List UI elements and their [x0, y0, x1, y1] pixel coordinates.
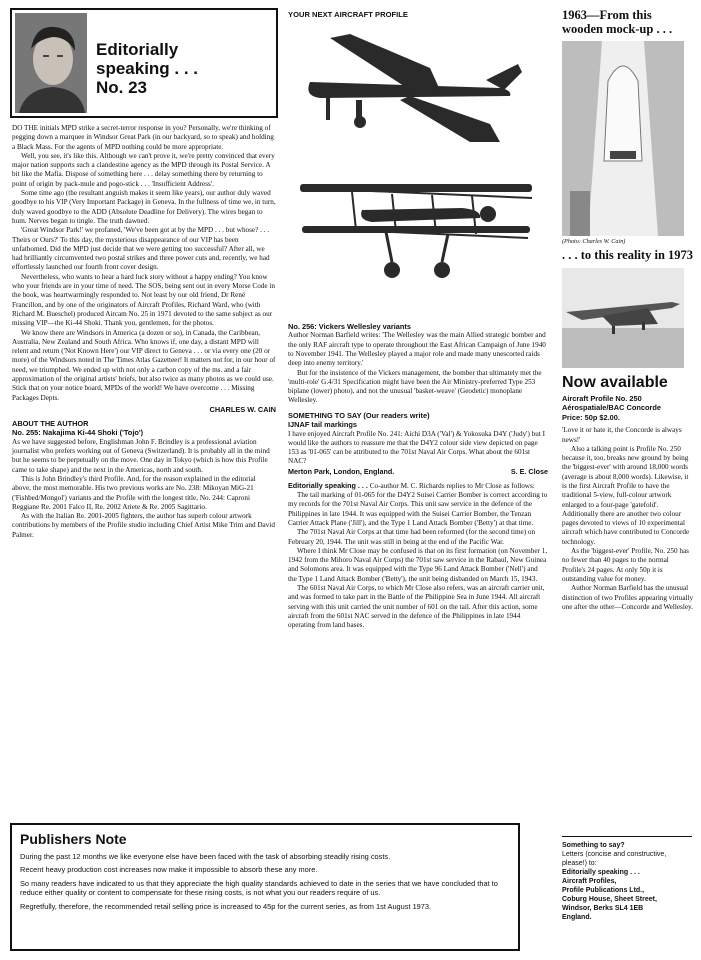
publishers-note-title: Publishers Note: [20, 831, 127, 847]
editorial-paragraph: Some time ago (the resultant anguish makes it seem like years), our author duly waved goodbye to his VIP (Very Important Package) in Geneva. In the fullness of time we, in turn, duly waved goodbye to the ADD (Absolute Deadline for Delivery). The wires began to hum. Nerves began to tingle. The truth dawned.: [12, 189, 276, 225]
reply-paragraph: The 701st Naval Air Corps at that time had been reformed (for the second time) on February 20, 1944. The unit was still in being at the end of the Pacific War.: [288, 528, 536, 546]
concorde-photo: [562, 268, 684, 368]
reply-intro: Co-author M. C. Richards replies to Mr Close as follows:: [367, 481, 535, 490]
publishers-note-paragraph: During the past 12 months we like everyone else have been faced with the task of absorbing steadily rising costs.: [20, 852, 391, 861]
about-paragraph: This is John Brindley's third Profile. And, for the reason explained in the editorial above, the most memorable. His two previous works are No. 238: Mikoyan MiG-21 ('Fishbed/Mongol') variants and the Profile with the longest title, No. 244: Caproni Reggiane Re. 2001 Falco II, Re. 2002 Ariete & Re. 2005 Sagittario.: [12, 474, 256, 511]
about-paragraph: As we have suggested before, Englishman John F. Brindley is a professional aviation journalist who prefers working out of Geneva (Switzerland). It is probably all in the mind but he seems to be perpetually on the move. One day in Tokyo (which is how this Profile came to take shape) and the next in the Americas, north and south.: [12, 437, 270, 474]
concorde-paragraph: As the 'biggest-ever' Profile, No. 250 has no fewer than 40 pages to the normal Profile's 24 pages. At only 50p it is outstanding value for money.: [562, 547, 689, 583]
reply-lead: Editorially speaking . . .: [288, 480, 368, 490]
contact-text: Letters (concise and constructive, please!) to:: [562, 851, 667, 867]
concorde-price: Price: 50p $2.00.: [562, 412, 620, 422]
publishers-note-paragraph: Recent heavy production cost increases now make it impossible to absorb these any more.: [20, 865, 318, 875]
wellesley-photo: [290, 24, 540, 164]
photo-credit: (Photo: Charles W. Cain): [562, 238, 626, 245]
right-column: [562, 8, 694, 612]
author-portrait: [15, 13, 87, 113]
readers-subheading: IJNAF tail markings: [288, 420, 357, 430]
concorde-paragraph: Author Norman Barfield has the unusual distinction of two Profiles appearing virtually one after the other—Concorde and Wellesley.: [562, 584, 694, 611]
readers-heading: SOMETHING TO SAY (Our readers write): [288, 410, 430, 420]
editorial-title: Editorially: [96, 40, 179, 59]
reader-name: S. E. Close: [510, 466, 548, 476]
contact-address-line: Editorially speaking . . .: [562, 869, 640, 876]
middle-body: [288, 322, 548, 631]
contact-address-line: England.: [562, 914, 592, 921]
concorde-profile-number: Aircraft Profile No. 250: [562, 394, 642, 403]
next-profile-heading: YOUR NEXT AIRCRAFT PROFILE: [288, 10, 408, 19]
reply-paragraph: The 601st Naval Air Corps, to which Mr Close also refers, was an aircraft carrier unit, and was formed to take part in the Battle of the Philippine Sea in June 1944. All aircraft serving with this unit carried the unit number of 601 on the tail. After this action, some aircraft from the 601st NAC served in the defence of the Philippines in late 1944 operating from land bases.: [288, 584, 545, 630]
biplane-photo: [292, 170, 542, 300]
next-profile-subheading: No. 256: Vickers Wellesley variants: [288, 322, 411, 331]
contact-address-line: Aircraft Profiles,: [562, 878, 617, 885]
reader-location: Merton Park, London, England.: [288, 466, 395, 476]
editorial-paragraph: 'Great Windsor Park!' we profaned, 'We've been got at by the MPD . . . but whose? . . . Theirs or Ours?' To this day, the mysterious disappearance of our VIP has been unfathomed. Did the MPD just decide that we were getting too successful? After all, we had brilliantly circumvented two postal strikes and three power cuts and, recently, we had effortlessly launched our fourth front cover design.: [12, 226, 270, 272]
editorial-header-box: Editorially speaking . . . No. 23: [10, 8, 278, 118]
contact-block: [562, 836, 692, 922]
about-paragraph: As with the Italian Re. 2001-2005 fighters, the author has superb colour artwork contributions by members of the Profile studio including Chief Artist Mike Trim and David Palmer.: [12, 512, 275, 539]
reply-paragraph: Where I think Mr Close may be confused is that on its first formation (on November 1, 1942 from the Mihoro Naval Air Corps) the 701st saw service in the Rabaul, New Guinea and Solomons area. It was equipped with the Type 96 Land Attack Bomber ('Nell') and the Type 1 Land Attack Bomber ('Betty'), the unit being disbanded on March 15, 1943.: [288, 546, 548, 583]
contact-heading: Something to say?: [562, 842, 625, 849]
publishers-note-box: [10, 823, 520, 951]
reality-headline: . . . to this reality in 1973: [562, 248, 694, 262]
mockup-photo: [562, 41, 684, 236]
contact-address-line: Coburg House, Sheet Street,: [562, 896, 657, 903]
editorial-paragraph: Well, you see, it's like this. Although we can't prove it, we're pretty convinced that every major nation supports such a clandestine agency as the MPD through its Postal Service. A bit like the Mafia. Dispose of something here . . . delay something there by returning to point of origin by pack-mule and pogo-stick . . . 'Insufficient Address'.: [12, 151, 275, 188]
editorial-paragraph: We know there are Windsors in America (a dozen or so), in Canada, the Caribbean, Australia, New Zealand and South Africa. Who knows if, one day, a distant MPD will relent and return ('Not Known Here') our VIP direct to Geneva . . . or via every one (20 or more) of the Windsors noted in The Times Atlas Gazetteer! It matters not for, in our hour of need, we triumphed. We ended up with not only a carbon copy of the ms. and a fair approximation of the original artists' briefs, but also twice as many photos as we could use. Stick that on your notice board, MPDs of the world! We have overcome . . . Missing Packages Depts.: [12, 328, 276, 402]
next-profile-paragraph: Author Norman Barfield writes: 'The Wellesley was the main Allied strategic bomber and the only RAF aircraft type to operate throughout the East African Campaign of June 1940 to November 1941. The Wellesley played a major role and made many unescorted raids deep into enemy territory.': [288, 331, 546, 368]
concorde-paragraph: 'Love it or hate it, the Concorde is always news!': [562, 426, 682, 444]
editorial-signature: CHARLES W. CAIN: [209, 404, 276, 414]
reply-paragraph: The tail marking of 01-065 for the D4Y2 Suisei Carrier Bomber is correct according to my records for the 701st Naval Air Corps. This unit saw service in the defence of the Philippines in late 1944. It was equipped with the Suisei Carrier Bomber, the Tenzan Carrier Attack Plane ('Jill'), and the Type 1 Land Attack Bomber ('Betty') at that time.: [288, 491, 548, 527]
about-subheading: No. 255: Nakajima Ki-44 Shoki ('Tojo'): [12, 428, 144, 438]
publishers-note-paragraph: So many readers have indicated to us that they appreciate the high quality standards achieved to date in the series that we have concluded that to reduce either quality or content to compensate for these rising costs, is not what you our readers require of us.: [20, 878, 498, 898]
publishers-note-paragraph: Regretfully, therefore, the recommended retail selling price is increased to 45p for the current series, as from 1st August 1973.: [20, 901, 432, 911]
reader-letter: I have enjoyed Aircraft Profile No. 241: Aichi D3A ('Val') & Yokosuka D4Y ('Judy') but I would like the authors to reassure me that the D4Y2 colour side view depicted on page 153 as '01-065' can be attributed to the 701st Naval Air Corps. What about the 601st NAC?: [288, 429, 546, 466]
contact-address-line: Windsor, Berks SL4 1EB: [562, 905, 644, 912]
concorde-paragraph: Also a talking point is Profile No. 250 because it, too, breaks new ground by being the 'biggest-ever' with around 18,000 words (average is about 8,000 words). Likewise, it is the first Aircraft Profile to have the traditional 5-view, full-colour artwork enlarged to a four-page 'gatefold'. Additionally there are another two colour pages devoted to views of 10 experimental aircraft which have contributed to Concorde technology.: [562, 444, 690, 546]
editorial-paragraph: DO THE initials MPD strike a secret-terror response in you? Personally, we're thinking of pegging down a marquee in Windsor Great Park (in our backyard, so to speak) and holding a Black Mass. For the agents of MPD nothing could be more appropriate.: [12, 124, 274, 151]
next-profile-paragraph: But for the insistence of the Vickers management, the bomber that ultimately met the 'multi-role' G.4/31 Specification might have been the Air Ministry-preferred Type 253 biplane (lower) photo), and not the unusual 'basket-weave' (Geodetic) monoplane Wellesley.: [288, 368, 542, 405]
concorde-profile-title: Aérospatiale/BAC Concorde: [562, 403, 661, 413]
contact-address-line: Profile Publications Ltd.,: [562, 887, 645, 894]
editorial-paragraph: Nevertheless, who wants to hear a hard luck story without a happy ending? You know who your friends are in your time of need. The SOS, being sent out in every Morse Code in the book, was heartwarmingly responded to. Not least by our old friend, Dr René Francillon, and by one of the originators of Aircraft Profiles, Richard Ward, who (with Richard M. Bueschel) produced Aircam No. 25 in 1971 devoted to the same subject as our missing VIP—the Ki-44 Shoki. Thank you, gentlemen, for the photos.: [12, 272, 275, 328]
now-available-heading: Now available: [562, 374, 668, 391]
about-heading: ABOUT THE AUTHOR: [12, 418, 89, 428]
mockup-headline: 1963—From this wooden mock-up . . .: [562, 8, 673, 36]
editorial-body: [12, 124, 276, 540]
